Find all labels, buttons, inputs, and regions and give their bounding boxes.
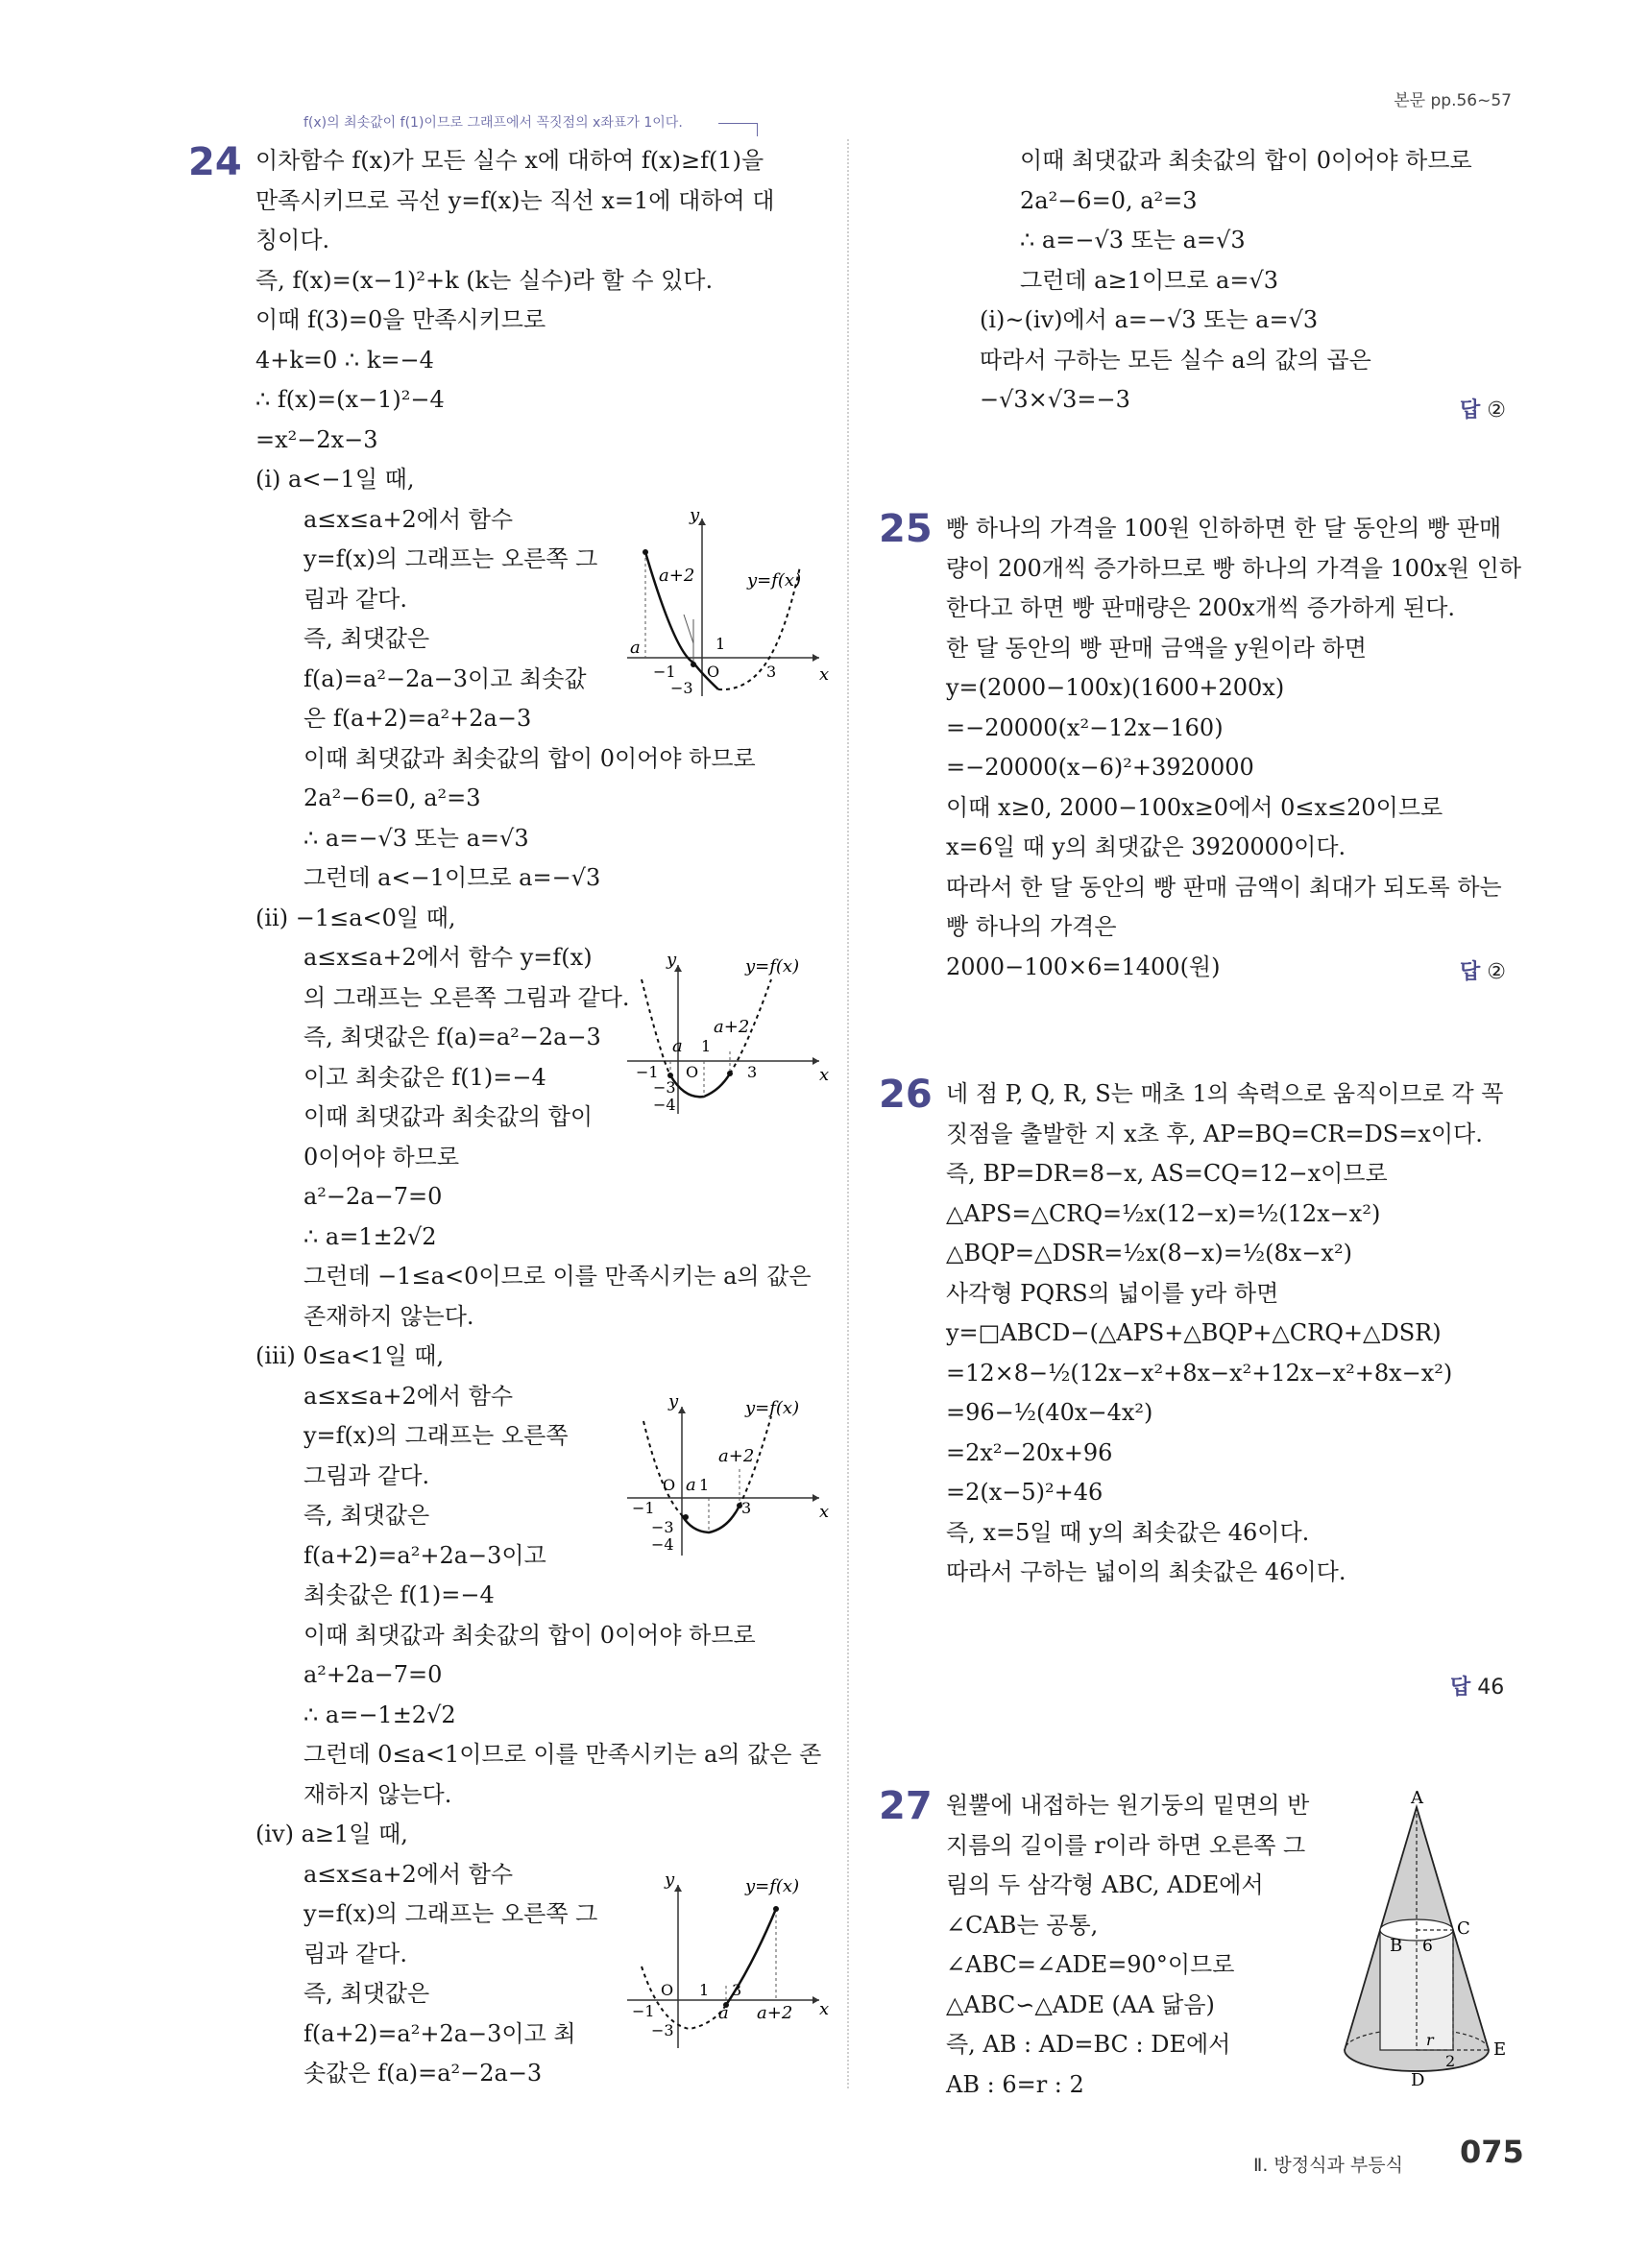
text-line: △ABC∽△ADE (AA 닮음) xyxy=(946,1991,1215,2018)
text-line: a≤x≤a+2에서 함수 xyxy=(303,505,514,533)
problem-27-body xyxy=(946,1786,1349,2105)
text-line: (ⅲ) 0≤a<1일 때, xyxy=(255,1342,445,1369)
text-line: =2(x−5)²+46 xyxy=(946,1479,1104,1506)
text-line: 즉, 최댓값은 xyxy=(303,1980,430,2007)
text-line: 최솟값은 f(1)=−4 xyxy=(303,1581,495,1608)
text-line: (ⅰ)~(ⅳ)에서 a=−√3 또는 a=√3 xyxy=(980,306,1319,333)
graph-case-2 xyxy=(622,951,834,1123)
text-line: y=□ABCD−(△APS+△BQP+△CRQ+△DSR) xyxy=(946,1319,1442,1346)
answer-24 xyxy=(1460,394,1506,423)
point-D-label: D xyxy=(1411,2070,1425,2090)
answer-25 xyxy=(1460,955,1506,985)
minus-one-label: −1 xyxy=(653,663,676,681)
a-plus-2-label: a+2 xyxy=(757,2003,793,2023)
text-line: 이때 f(3)=0을 만족시키므로 xyxy=(255,306,546,333)
text-line: f(a+2)=a²+2a−3이고 최 xyxy=(303,2019,576,2047)
text-line: 빵 하나의 가격을 100원 인하하면 한 달 동안의 빵 판매 xyxy=(946,515,1502,542)
text-line: 칭이다. xyxy=(255,227,330,253)
text-line: 즉, 최댓값은 xyxy=(303,1502,430,1529)
y-axis-label: y xyxy=(665,1870,675,1890)
page-reference: 본문 pp.56~57 xyxy=(1394,91,1512,110)
problem-number-26: 26 xyxy=(879,1073,933,1117)
text-line: 즉, 최댓값은 xyxy=(303,625,430,652)
text-line: =−20000(x−6)²+3920000 xyxy=(946,754,1254,781)
problem-25-body xyxy=(946,509,1522,987)
point-C-label: C xyxy=(1457,1918,1470,1939)
point-E-label: E xyxy=(1493,2039,1507,2060)
text-line: ∠ABC=∠ADE=90°이므로 xyxy=(946,1951,1235,1978)
text-line: a²−2a−7=0 xyxy=(303,1183,443,1210)
text-line: 이고 최솟값은 f(1)=−4 xyxy=(303,1063,546,1091)
text-line: 0이어야 하므로 xyxy=(303,1143,460,1170)
x-axis-label: x xyxy=(819,1502,830,1522)
problem-26-body xyxy=(946,1074,1522,1593)
text-line: ∴ a=−√3 또는 a=√3 xyxy=(303,824,529,852)
three-label: 3 xyxy=(741,1499,752,1517)
a-label: a xyxy=(630,638,641,658)
text-line: =−20000(x²−12x−160) xyxy=(946,713,1224,741)
one-label: 1 xyxy=(699,1476,710,1494)
note-connector-tick xyxy=(757,123,758,136)
a-label: a xyxy=(672,1036,683,1056)
text-line: −√3×√3=−3 xyxy=(980,386,1130,413)
text-line: a≤x≤a+2에서 함수 xyxy=(303,1382,514,1410)
text-line: △APS=△CRQ=½x(12−x)=½(12x−x²) xyxy=(946,1199,1381,1227)
answer-label: 답 xyxy=(1460,398,1481,422)
function-label: y=f(x) xyxy=(745,1876,800,1896)
cone-figure xyxy=(1330,1786,1522,2093)
graph-case-1 xyxy=(622,509,834,701)
minus-one-label: −1 xyxy=(636,1063,659,1081)
a-plus-2-label: a+2 xyxy=(659,566,695,586)
text-line: 은 f(a+2)=a²+2a−3 xyxy=(303,705,532,732)
text-line: 지름의 길이를 r이라 하면 오른쪽 그 xyxy=(946,1831,1306,1859)
text-line: 2a²−6=0, a²=3 xyxy=(1020,186,1198,214)
text-line: 즉, AB : AD=BC : DE에서 xyxy=(946,2031,1231,2058)
one-label: 1 xyxy=(715,635,726,653)
text-line: a≤x≤a+2에서 함수 y=f(x) xyxy=(303,944,593,971)
graph-case-4 xyxy=(622,1870,834,2053)
text-line: ∴ a=−1±2√2 xyxy=(303,1701,456,1728)
page-number: 075 xyxy=(1460,2134,1524,2170)
problem-number-24: 24 xyxy=(188,140,242,184)
x-axis-label: x xyxy=(819,664,830,685)
text-line: 그런데 −1≤a<0이므로 이를 만족시키는 a의 값은 xyxy=(303,1263,812,1290)
text-line: 즉, x=5일 때 y의 최솟값은 46이다. xyxy=(946,1518,1310,1546)
text-line: f(a+2)=a²+2a−3이고 xyxy=(303,1541,546,1569)
function-label: y=f(x) xyxy=(745,956,800,977)
text-line: 림과 같다. xyxy=(303,585,407,613)
three-label: 3 xyxy=(732,1981,742,1999)
base-radius-label: 2 xyxy=(1445,2052,1456,2070)
minus-three-label: −3 xyxy=(653,1078,676,1097)
text-line: y=(2000−100x)(1600+200x) xyxy=(946,674,1285,701)
text-line: 의 그래프는 오른쪽 그림과 같다. xyxy=(303,983,630,1011)
text-line: =x²−2x−3 xyxy=(255,425,378,453)
x-axis-label: x xyxy=(819,1065,830,1085)
y-axis-label: y xyxy=(667,951,677,970)
text-line: =2x²−20x+96 xyxy=(946,1438,1113,1466)
graph-case-3 xyxy=(622,1392,834,1565)
text-line: a≤x≤a+2에서 함수 xyxy=(303,1860,514,1888)
note-connector xyxy=(718,123,757,124)
text-line: ∠CAB는 공통, xyxy=(946,1911,1099,1939)
origin-label: O xyxy=(686,1063,699,1081)
text-line: 재하지 않는다. xyxy=(303,1780,452,1808)
text-line: 이때 최댓값과 최솟값의 합이 xyxy=(303,1103,594,1130)
text-line: 네 점 P, Q, R, S는 매초 1의 속력으로 움직이므로 각 꼭 xyxy=(946,1080,1504,1107)
text-line: 량이 200개씩 증가하므로 빵 하나의 가격을 100x원 인하 xyxy=(946,554,1522,582)
text-line: 이때 최댓값과 최솟값의 합이 0이어야 하므로 xyxy=(303,744,756,772)
text-line: 한다고 하면 빵 판매량은 200x개씩 증가하게 된다. xyxy=(946,594,1456,621)
answer-label: 답 xyxy=(1460,960,1481,984)
point-A-label: A xyxy=(1411,1788,1423,1808)
side-note: f(x)의 최솟값이 f(1)이므로 그래프에서 꼭짓점의 x좌표가 1이다. xyxy=(303,115,683,131)
three-label: 3 xyxy=(766,663,777,681)
minus-one-label: −1 xyxy=(632,1499,655,1517)
text-line: 한 달 동안의 빵 판매 금액을 y원이라 하면 xyxy=(946,634,1367,662)
text-line: 림의 두 삼각형 ABC, ADE에서 xyxy=(946,1871,1264,1898)
text-line: f(a)=a²−2a−3이고 최솟값 xyxy=(303,664,587,692)
text-line: =12×8−½(12x−x²+8x−x²+12x−x²+8x−x²) xyxy=(946,1359,1453,1387)
text-line: 림과 같다. xyxy=(303,1940,407,1967)
text-line: AB : 6=r : 2 xyxy=(946,2070,1084,2098)
y-axis-label: y xyxy=(668,1392,679,1411)
minus-four-label: −4 xyxy=(651,1535,674,1554)
origin-label: O xyxy=(707,663,720,681)
column-divider xyxy=(847,139,849,2088)
text-line: y=f(x)의 그래프는 오른쪽 그 xyxy=(303,545,598,572)
minus-one-label: −1 xyxy=(632,2002,655,2020)
text-line: 즉, f(x)=(x−1)²+k (k는 실수)라 할 수 있다. xyxy=(255,266,714,294)
a-plus-2-label: a+2 xyxy=(718,1446,755,1466)
text-line: 솟값은 f(a)=a²−2a−3 xyxy=(303,2060,543,2087)
text-line: 따라서 구하는 넓이의 최솟값은 46이다. xyxy=(946,1558,1346,1585)
footer-chapter: Ⅱ. 방정식과 부등식 xyxy=(1253,2155,1403,2176)
minus-four-label: −4 xyxy=(653,1096,676,1114)
answer-label: 답 xyxy=(1450,1676,1471,1700)
problem-number-27: 27 xyxy=(879,1784,933,1828)
text-line: 그런데 a<−1이므로 a=−√3 xyxy=(303,864,601,891)
text-line: △BQP=△DSR=½x(8−x)=½(8x−x²) xyxy=(946,1240,1352,1267)
text-line: ∴ a=1±2√2 xyxy=(303,1222,437,1250)
one-label: 1 xyxy=(701,1037,712,1055)
text-line: 그림과 같다. xyxy=(303,1461,430,1489)
text-line: 2a²−6=0, a²=3 xyxy=(303,784,481,811)
text-line: 이때 x≥0, 2000−100x≥0에서 0≤x≤20이므로 xyxy=(946,793,1443,821)
y-axis-label: y xyxy=(690,509,700,525)
radius-r-label: r xyxy=(1426,2031,1434,2049)
text-line: 만족시키므로 곡선 y=f(x)는 직선 x=1에 대하여 대 xyxy=(255,186,775,214)
text-line: 이차함수 f(x)가 모든 실수 x에 대하여 f(x)≥f(1)을 xyxy=(255,147,764,174)
text-line: 짓점을 출발한 지 x초 후, AP=BQ=CR=DS=x이다. xyxy=(946,1120,1483,1147)
origin-label: O xyxy=(661,1981,674,1999)
answer-value: ② xyxy=(1487,398,1506,422)
text-line: ∴ f(x)=(x−1)²−4 xyxy=(255,386,445,413)
text-line: =96−½(40x−4x²) xyxy=(946,1399,1153,1426)
text-line: (ⅳ) a≥1일 때, xyxy=(255,1821,408,1847)
text-line: 존재하지 않는다. xyxy=(303,1302,474,1330)
text-line: 따라서 구하는 모든 실수 a의 값의 곱은 xyxy=(980,346,1371,374)
text-line: 사각형 PQRS의 넓이를 y라 하면 xyxy=(946,1279,1279,1307)
text-line: 원뿔에 내접하는 원기둥의 밑면의 반 xyxy=(946,1792,1310,1819)
one-label: 1 xyxy=(699,1981,710,1999)
a-plus-2-label: a+2 xyxy=(714,1017,750,1037)
minus-three-label: −3 xyxy=(670,679,693,697)
text-line: x=6일 때 y의 최댓값은 3920000이다. xyxy=(946,833,1346,860)
text-line: ∴ a=−√3 또는 a=√3 xyxy=(1020,227,1246,253)
text-line: 4+k=0 ∴ k=−4 xyxy=(255,346,434,374)
text-line: 2000−100×6=1400(원) xyxy=(946,953,1221,980)
text-line: 이때 최댓값과 최솟값의 합이 0이어야 하므로 xyxy=(1020,147,1472,174)
three-label: 3 xyxy=(747,1063,758,1081)
point-B-label: B xyxy=(1390,1936,1403,1956)
text-line: (ⅰ) a<−1일 때, xyxy=(255,466,415,493)
text-line: 즉, 최댓값은 f(a)=a²−2a−3 xyxy=(303,1024,601,1050)
x-axis-label: x xyxy=(819,1999,830,2019)
answer-value: 46 xyxy=(1477,1676,1505,1700)
minus-three-label: −3 xyxy=(651,1518,674,1536)
text-line: (ⅱ) −1≤a<0일 때, xyxy=(255,904,456,931)
text-line: 따라서 한 달 동안의 빵 판매 금액이 최대가 되도록 하는 xyxy=(946,873,1502,901)
problem-number-25: 25 xyxy=(879,507,933,551)
text-line: y=f(x)의 그래프는 오른쪽 그 xyxy=(303,1900,598,1927)
function-label: y=f(x) xyxy=(747,570,802,591)
minus-three-label: −3 xyxy=(651,2021,674,2039)
text-line: a²+2a−7=0 xyxy=(303,1661,443,1688)
text-line: y=f(x)의 그래프는 오른쪽 xyxy=(303,1422,569,1449)
a-label: a xyxy=(718,2003,729,2023)
a-label: a xyxy=(686,1475,696,1495)
answer-26 xyxy=(1450,1671,1504,1701)
text-line: 즉, BP=DR=8−x, AS=CQ=12−x이므로 xyxy=(946,1160,1388,1187)
text-line: 이때 최댓값과 최솟값의 합이 0이어야 하므로 xyxy=(303,1621,756,1649)
text-line: 그런데 a≥1이므로 a=√3 xyxy=(1020,266,1279,294)
answer-value: ② xyxy=(1487,960,1506,984)
function-label: y=f(x) xyxy=(745,1398,800,1418)
text-line: 그런데 0≤a<1이므로 이를 만족시키는 a의 값은 존 xyxy=(303,1741,822,1768)
origin-label: O xyxy=(663,1476,676,1494)
problem-24-continued xyxy=(980,141,1517,421)
height-label: 6 xyxy=(1422,1937,1433,1956)
text-line: 빵 하나의 가격은 xyxy=(946,913,1117,940)
